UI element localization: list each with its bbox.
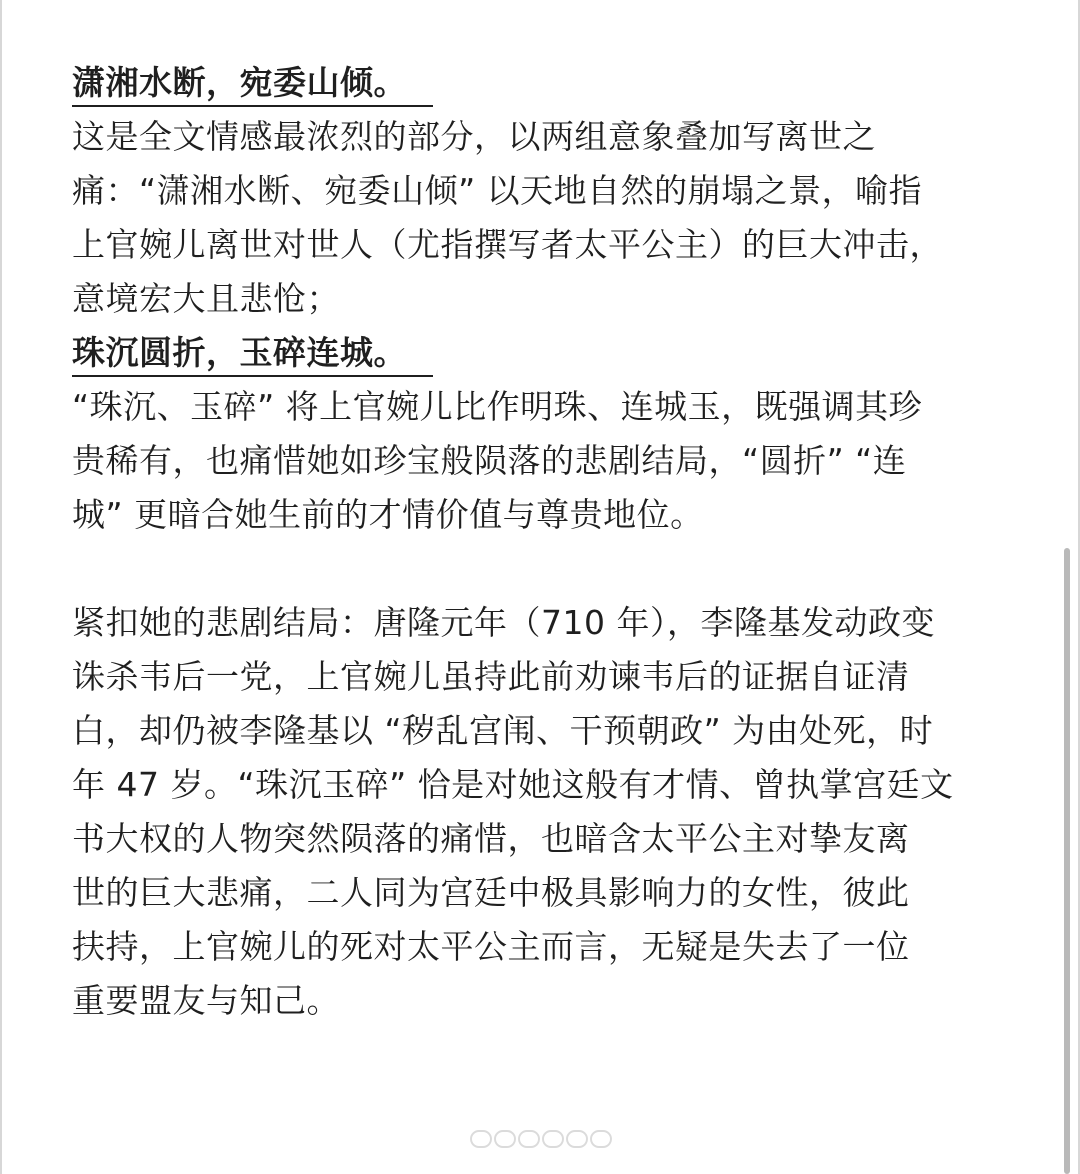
paragraph-line: 扶持，上官婉儿的死对太平公主而言，无疑是失去了一位: [72, 927, 910, 966]
section-heading-2: 珠沉圆折，玉碎连城。: [72, 331, 433, 377]
vertical-scrollbar[interactable]: [1064, 548, 1070, 1174]
watermark-glyph: [470, 1130, 492, 1148]
watermark: [470, 1130, 612, 1148]
paragraph-line: 白，却仍被李隆基以 “秽乱宫闱、干预朝政” 为由处死，时: [72, 711, 934, 750]
paragraph-line: 重要盟友与知己。: [72, 981, 340, 1020]
watermark-glyph: [494, 1130, 516, 1148]
paragraph-line: 书大权的人物突然陨落的痛惜，也暗含太平公主对挚友离: [72, 819, 910, 858]
paragraph-line: 世的巨大悲痛，二人同为宫廷中极具影响力的女性，彼此: [72, 873, 910, 912]
watermark-glyph: [518, 1130, 540, 1148]
paragraph-line: “珠沉、玉碎” 将上官婉儿比作明珠、连城玉，既强调其珍: [72, 387, 923, 426]
watermark-glyph: [542, 1130, 564, 1148]
article-body: [72, 56, 1012, 1028]
paragraph-line: 这是全文情感最浓烈的部分，以两组意象叠加写离世之: [72, 117, 876, 156]
paragraph-line: 贵稀有，也痛惜她如珍宝般陨落的悲剧结局，“圆折” “连: [72, 441, 907, 480]
paragraph-line: 痛：“潇湘水断、宛委山倾” 以天地自然的崩塌之景，喻指: [72, 171, 923, 210]
heading-row-2: [72, 326, 1012, 380]
paragraph-line: 城” 更暗合她生前的才情价值与尊贵地位。: [72, 495, 704, 534]
paragraph-line: 诛杀韦后一党，上官婉儿虽持此前劝谏韦后的证据自证清: [72, 657, 910, 696]
paragraph-line: 上官婉儿离世对世人（尤指撰写者太平公主）的巨大冲击，: [72, 225, 943, 264]
watermark-glyph: [566, 1130, 588, 1148]
watermark-glyph: [590, 1130, 612, 1148]
page-border-left: [0, 0, 2, 1174]
paragraph-gap: [72, 542, 1012, 596]
heading-row-1: [72, 56, 1012, 110]
paragraph-line: 年 47 岁。“珠沉玉碎” 恰是对她这般有才情、曾执掌宫廷文: [72, 765, 954, 804]
section-heading-1: 潇湘水断，宛委山倾。: [72, 61, 433, 107]
paragraph-line: 意境宏大且悲怆；: [72, 279, 340, 318]
paragraph-line: 紧扣她的悲剧结局：唐隆元年（710 年），李隆基发动政变: [72, 603, 935, 642]
